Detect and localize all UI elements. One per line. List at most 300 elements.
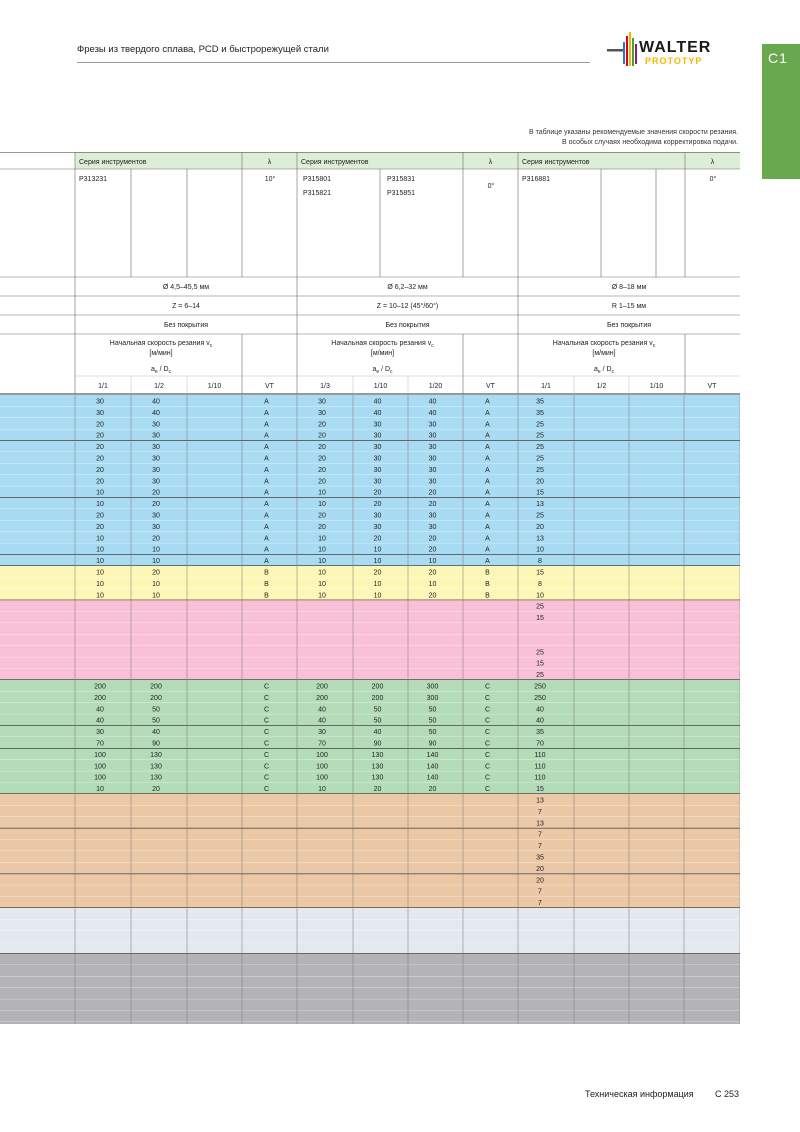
- cell-value: 10: [96, 546, 104, 554]
- cell-value: 10: [373, 546, 382, 554]
- cell-value: 20: [96, 421, 104, 429]
- cell-value: 25: [536, 512, 544, 520]
- cell-value: 10: [318, 558, 326, 566]
- cell-value: 10: [318, 786, 326, 794]
- cell-value: 110: [534, 774, 546, 782]
- cell-value: 40: [428, 409, 437, 417]
- cell-value: C: [263, 751, 270, 759]
- column-head: VT: [486, 383, 495, 390]
- cell-value: 20: [96, 466, 104, 474]
- cell-value: 130: [371, 763, 384, 771]
- cell-value: 40: [536, 717, 544, 725]
- cell-value: 40: [373, 409, 382, 417]
- cell-value: C: [263, 786, 270, 794]
- tool-id: P315801: [303, 176, 332, 183]
- series-header-label: Серия инструментов: [301, 159, 369, 166]
- cell-value: 10: [318, 569, 326, 577]
- cell-value: 20: [428, 786, 437, 794]
- cell-value: 10: [318, 592, 326, 600]
- lambda-value: 0°: [487, 183, 495, 190]
- coating-type: Без покрытия: [163, 322, 209, 329]
- cutting-speed-table: [0, 152, 740, 1024]
- teeth-count: Z = 10–12 (45°/60°): [376, 303, 439, 310]
- cell-value: 50: [428, 717, 437, 725]
- cell-value: C: [484, 694, 491, 702]
- cell-value: 30: [428, 523, 437, 531]
- footer-section-label: Техническая информация: [585, 1089, 694, 1099]
- cell-value: 25: [536, 672, 544, 680]
- cell-value: 20: [428, 569, 437, 577]
- cell-value: 200: [94, 694, 106, 702]
- cell-value: 20: [152, 786, 160, 794]
- cell-value: 30: [318, 398, 326, 406]
- logo-bar: [632, 38, 634, 66]
- cell-value: A: [485, 489, 490, 497]
- cell-value: 40: [373, 729, 382, 737]
- lambda-value: 10°: [264, 176, 276, 183]
- cell-value: A: [264, 444, 269, 452]
- cell-value: 10: [318, 489, 326, 497]
- cell-value: 20: [152, 489, 160, 497]
- cell-value: 10: [96, 558, 104, 566]
- cell-value: 13: [536, 797, 544, 805]
- cell-value: C: [484, 729, 491, 737]
- cell-value: 35: [536, 729, 544, 737]
- column-head: 1/20: [428, 383, 443, 390]
- cell-value: C: [484, 774, 491, 782]
- cell-value: B: [485, 569, 490, 577]
- cell-value: A: [485, 409, 490, 417]
- column-head: 1/2: [154, 383, 164, 390]
- cell-value: A: [485, 512, 490, 520]
- diameter-range: Ø 4,5–45,5 мм: [162, 284, 210, 291]
- cell-value: 40: [152, 398, 160, 406]
- cell-value: 130: [150, 774, 162, 782]
- cell-value: 10: [318, 580, 326, 588]
- cell-value: A: [485, 421, 490, 429]
- cell-value: 35: [536, 854, 544, 862]
- cell-value: 20: [373, 501, 382, 509]
- cell-value: 20: [318, 466, 326, 474]
- cell-value: C: [263, 683, 270, 691]
- cell-value: 200: [150, 683, 162, 691]
- cell-value: C: [484, 683, 491, 691]
- cell-value: 40: [96, 717, 104, 725]
- column-head: 1/1: [98, 383, 108, 390]
- cell-value: 300: [426, 694, 439, 702]
- cell-value: C: [484, 763, 491, 771]
- cell-value: 20: [318, 523, 326, 531]
- cell-value: 40: [536, 706, 544, 714]
- tool-id: P316881: [522, 176, 551, 183]
- tool-id: P315831: [387, 176, 416, 183]
- cell-value: 30: [318, 729, 326, 737]
- cell-value: 35: [536, 398, 544, 406]
- coating-type: Без покрытия: [385, 322, 430, 329]
- cell-value: 200: [316, 694, 328, 702]
- cell-value: 25: [536, 432, 544, 440]
- cell-value: 30: [373, 421, 382, 429]
- cell-value: 20: [373, 489, 382, 497]
- cell-value: 10: [96, 592, 104, 600]
- teeth-count: Z = 6–14: [172, 303, 200, 310]
- cell-value: A: [264, 455, 269, 463]
- cell-value: 90: [152, 740, 160, 748]
- cell-value: A: [485, 546, 490, 554]
- cell-value: 10: [373, 592, 382, 600]
- cell-value: 7: [538, 831, 542, 839]
- cell-value: 10: [96, 535, 104, 543]
- logo-word: WALTER: [639, 39, 712, 56]
- cell-value: C: [484, 740, 491, 748]
- cell-value: 30: [152, 523, 160, 531]
- cell-value: 30: [428, 421, 437, 429]
- cell-value: 40: [318, 717, 326, 725]
- cell-value: C: [484, 786, 491, 794]
- column-head: VT: [707, 383, 717, 390]
- cell-value: 35: [536, 409, 544, 417]
- cell-value: 30: [152, 444, 160, 452]
- walter-logo: [605, 30, 747, 70]
- logo-bar: [626, 36, 628, 66]
- cell-value: 10: [96, 569, 104, 577]
- cell-value: 25: [536, 455, 544, 463]
- cell-value: A: [264, 535, 269, 543]
- cell-value: C: [484, 717, 491, 725]
- cell-value: 30: [96, 729, 104, 737]
- cell-value: 20: [318, 455, 326, 463]
- cell-value: B: [485, 592, 490, 600]
- cell-value: C: [263, 740, 270, 748]
- cell-value: C: [263, 694, 270, 702]
- cell-value: 30: [373, 512, 382, 520]
- cell-value: 10: [536, 546, 544, 554]
- cell-value: 20: [428, 489, 437, 497]
- cell-value: C: [484, 751, 491, 759]
- cell-value: 30: [373, 478, 382, 486]
- cell-value: 20: [318, 444, 326, 452]
- page-header-title: Фрезы из твердого сплава, PCD и быстрорежущей стали: [77, 44, 329, 55]
- column-head: VT: [265, 383, 274, 390]
- cell-value: 10: [96, 580, 104, 588]
- cell-value: 20: [428, 592, 437, 600]
- cell-value: 20: [96, 478, 104, 486]
- coating-type: Без покрытия: [606, 322, 652, 329]
- cell-value: 200: [150, 694, 162, 702]
- cell-value: 25: [536, 603, 544, 611]
- cell-value: 10: [152, 580, 160, 588]
- cell-value: 15: [536, 489, 544, 497]
- speed-unit: [м/мин]: [149, 350, 173, 357]
- tool-id: P315821: [303, 190, 332, 197]
- cell-value: 20: [373, 786, 382, 794]
- cell-value: 30: [152, 432, 160, 440]
- cell-value: 50: [428, 729, 437, 737]
- cell-value: C: [263, 729, 270, 737]
- cell-value: 50: [373, 717, 382, 725]
- cell-value: B: [264, 592, 269, 600]
- cell-value: 20: [428, 501, 437, 509]
- cell-value: A: [485, 432, 490, 440]
- cell-value: 10: [318, 501, 326, 509]
- cell-value: 100: [316, 763, 328, 771]
- cell-value: 20: [318, 512, 326, 520]
- cell-value: 200: [371, 683, 384, 691]
- cell-value: 13: [536, 535, 544, 543]
- cell-value: 30: [428, 512, 437, 520]
- cell-value: C: [263, 717, 270, 725]
- cell-value: 10: [428, 558, 437, 566]
- cell-value: 10: [96, 501, 104, 509]
- cell-value: 8: [538, 580, 542, 588]
- lambda-header: λ: [710, 159, 715, 166]
- cell-value: 20: [373, 535, 382, 543]
- cell-value: 20: [152, 569, 160, 577]
- cell-value: A: [264, 558, 269, 566]
- column-head: 1/10: [649, 383, 664, 390]
- cell-value: 8: [538, 558, 542, 566]
- table-note: [529, 128, 738, 147]
- cell-value: 130: [150, 763, 162, 771]
- lambda-header: λ: [488, 159, 493, 166]
- cell-value: 30: [152, 455, 160, 463]
- cell-value: A: [264, 478, 269, 486]
- cell-value: 30: [152, 478, 160, 486]
- cell-value: A: [264, 432, 269, 440]
- cell-value: 70: [96, 740, 104, 748]
- column-head: 1/10: [207, 383, 222, 390]
- cell-value: 10: [428, 580, 437, 588]
- logo-bar: [623, 42, 625, 64]
- table-note-line: В особых случаях необходима корректировка подачи.: [562, 138, 738, 146]
- cell-value: 7: [538, 843, 542, 851]
- cell-value: 30: [428, 455, 437, 463]
- tool-id: P313231: [79, 176, 108, 183]
- cell-value: 250: [534, 683, 546, 691]
- cell-value: 10: [318, 546, 326, 554]
- cell-value: 15: [536, 786, 544, 794]
- cell-value: 30: [152, 512, 160, 520]
- cell-value: 20: [152, 501, 160, 509]
- cell-value: C: [484, 706, 491, 714]
- cell-value: A: [485, 558, 490, 566]
- cell-value: 20: [536, 877, 544, 885]
- cell-value: A: [485, 398, 490, 406]
- cell-value: 30: [152, 466, 160, 474]
- cell-value: 10: [96, 489, 104, 497]
- cell-value: 13: [536, 820, 544, 828]
- cell-value: A: [485, 466, 490, 474]
- cell-value: 20: [536, 523, 544, 531]
- cell-value: 50: [152, 706, 160, 714]
- speed-unit: [м/мин]: [592, 350, 616, 357]
- column-head: 1/3: [320, 383, 330, 390]
- cell-value: A: [264, 421, 269, 429]
- cell-value: 50: [373, 706, 382, 714]
- cell-value: 30: [318, 409, 326, 417]
- cell-value: 100: [316, 751, 328, 759]
- cell-value: 20: [373, 569, 382, 577]
- header-divider: [77, 62, 590, 63]
- cell-value: C: [263, 706, 270, 714]
- ratio-label: $a_e / D_c$: [372, 366, 393, 375]
- cell-value: A: [485, 455, 490, 463]
- cell-value: 300: [426, 683, 439, 691]
- cell-value: 200: [316, 683, 328, 691]
- cell-value: 30: [428, 466, 437, 474]
- cell-value: 20: [428, 535, 437, 543]
- cell-value: A: [264, 489, 269, 497]
- cell-value: 15: [536, 569, 544, 577]
- cell-value: 200: [94, 683, 106, 691]
- cell-value: 20: [318, 478, 326, 486]
- cell-value: 20: [96, 444, 104, 452]
- cell-value: 25: [536, 444, 544, 452]
- cell-value: A: [485, 501, 490, 509]
- cell-value: 140: [426, 763, 439, 771]
- cell-value: 110: [534, 763, 546, 771]
- cell-value: 30: [373, 432, 382, 440]
- cell-value: 7: [538, 888, 542, 896]
- cell-value: 20: [152, 535, 160, 543]
- diameter-range: Ø 8–18 мм: [611, 284, 647, 291]
- cell-value: 20: [428, 546, 437, 554]
- cell-value: 30: [428, 478, 437, 486]
- cell-value: 10: [318, 535, 326, 543]
- cell-value: 50: [152, 717, 160, 725]
- diameter-range: Ø 6,2–32 мм: [387, 284, 428, 291]
- logo-subword: PROTOTYP: [645, 56, 703, 66]
- column-head: 1/1: [541, 383, 551, 390]
- series-header-label: Серия инструментов: [79, 159, 147, 166]
- lambda-header: λ: [267, 159, 272, 166]
- cell-value: C: [263, 763, 270, 771]
- cell-value: 10: [373, 558, 382, 566]
- speed-label: Начальная скорость резания $v_c$: [552, 340, 656, 349]
- cell-value: A: [264, 512, 269, 520]
- cell-value: 40: [152, 409, 160, 417]
- cell-value: 130: [150, 751, 162, 759]
- cell-value: A: [264, 409, 269, 417]
- logo-bar: [635, 44, 637, 64]
- cell-value: 100: [316, 774, 328, 782]
- cell-value: 13: [536, 501, 544, 509]
- cell-value: A: [485, 478, 490, 486]
- cell-value: 20: [536, 478, 544, 486]
- cell-value: B: [485, 580, 490, 588]
- cell-value: 10: [96, 786, 104, 794]
- cell-value: B: [264, 580, 269, 588]
- cell-value: 20: [318, 421, 326, 429]
- logo-bar: [629, 32, 631, 66]
- cell-value: 10: [152, 592, 160, 600]
- cell-value: 20: [96, 432, 104, 440]
- cell-value: 20: [96, 523, 104, 531]
- cell-value: A: [264, 398, 269, 406]
- cell-value: A: [485, 523, 490, 531]
- cell-value: 70: [536, 740, 544, 748]
- cell-value: 30: [428, 432, 437, 440]
- speed-label: Начальная скорость резания $v_c$: [331, 340, 434, 349]
- cell-value: B: [264, 569, 269, 577]
- cell-value: 20: [96, 455, 104, 463]
- cell-value: 110: [534, 751, 546, 759]
- cell-value: 130: [371, 751, 384, 759]
- page-number: C 253: [715, 1089, 740, 1099]
- lambda-value: 0°: [709, 176, 717, 183]
- chapter-tab-label: C1: [768, 50, 788, 66]
- series-header-band: [75, 152, 740, 169]
- ratio-label: $a_e / D_c$: [150, 366, 172, 375]
- cell-value: C: [263, 774, 270, 782]
- cell-value: 100: [94, 763, 106, 771]
- cell-value: 25: [536, 421, 544, 429]
- speed-unit: [м/мин]: [370, 350, 395, 357]
- cell-value: 40: [373, 398, 382, 406]
- cell-value: 30: [373, 455, 382, 463]
- cell-value: 10: [152, 558, 160, 566]
- cell-value: 200: [371, 694, 384, 702]
- logo-line: [607, 49, 623, 52]
- ratio-label: $a_e / D_c$: [593, 366, 615, 375]
- cell-value: 20: [536, 865, 544, 873]
- speed-label: Начальная скорость резания $v_c$: [109, 340, 213, 349]
- cell-value: 7: [538, 808, 542, 816]
- cell-value: 30: [96, 398, 104, 406]
- cell-value: 30: [373, 466, 382, 474]
- cell-value: 30: [428, 444, 437, 452]
- cell-value: A: [485, 444, 490, 452]
- cell-value: 130: [371, 774, 384, 782]
- series-header-label: Серия инструментов: [522, 159, 590, 166]
- cell-value: 50: [428, 706, 437, 714]
- cell-value: 100: [94, 774, 106, 782]
- cell-value: 30: [373, 523, 382, 531]
- cell-value: 140: [426, 751, 439, 759]
- cell-value: 30: [96, 409, 104, 417]
- column-head: 1/2: [596, 383, 607, 390]
- cell-value: 15: [536, 615, 544, 623]
- tool-id: P315851: [387, 190, 416, 197]
- cell-value: 90: [428, 740, 437, 748]
- cell-value: 40: [96, 706, 104, 714]
- cell-value: 15: [536, 660, 544, 668]
- cell-value: 20: [318, 432, 326, 440]
- cell-value: 7: [538, 900, 542, 908]
- cell-value: 40: [428, 398, 437, 406]
- cell-value: 140: [426, 774, 439, 782]
- cell-value: 70: [318, 740, 326, 748]
- cell-value: A: [485, 535, 490, 543]
- cell-value: 90: [373, 740, 382, 748]
- teeth-count: R 1–15 мм: [611, 303, 647, 310]
- cell-value: A: [264, 523, 269, 531]
- cell-value: 10: [373, 580, 382, 588]
- table-note-line: В таблице указаны рекомендуемые значения скорости резания.: [528, 129, 738, 136]
- cell-value: 20: [96, 512, 104, 520]
- cell-value: 250: [534, 694, 546, 702]
- cell-value: 40: [318, 706, 326, 714]
- cell-value: A: [264, 501, 269, 509]
- cell-value: 30: [152, 421, 160, 429]
- cell-value: 100: [94, 751, 106, 759]
- cell-value: 10: [152, 546, 160, 554]
- cell-value: 30: [373, 444, 382, 452]
- cell-value: A: [264, 546, 269, 554]
- cell-value: 40: [152, 729, 160, 737]
- column-head: 1/10: [373, 383, 388, 390]
- cell-value: A: [264, 466, 269, 474]
